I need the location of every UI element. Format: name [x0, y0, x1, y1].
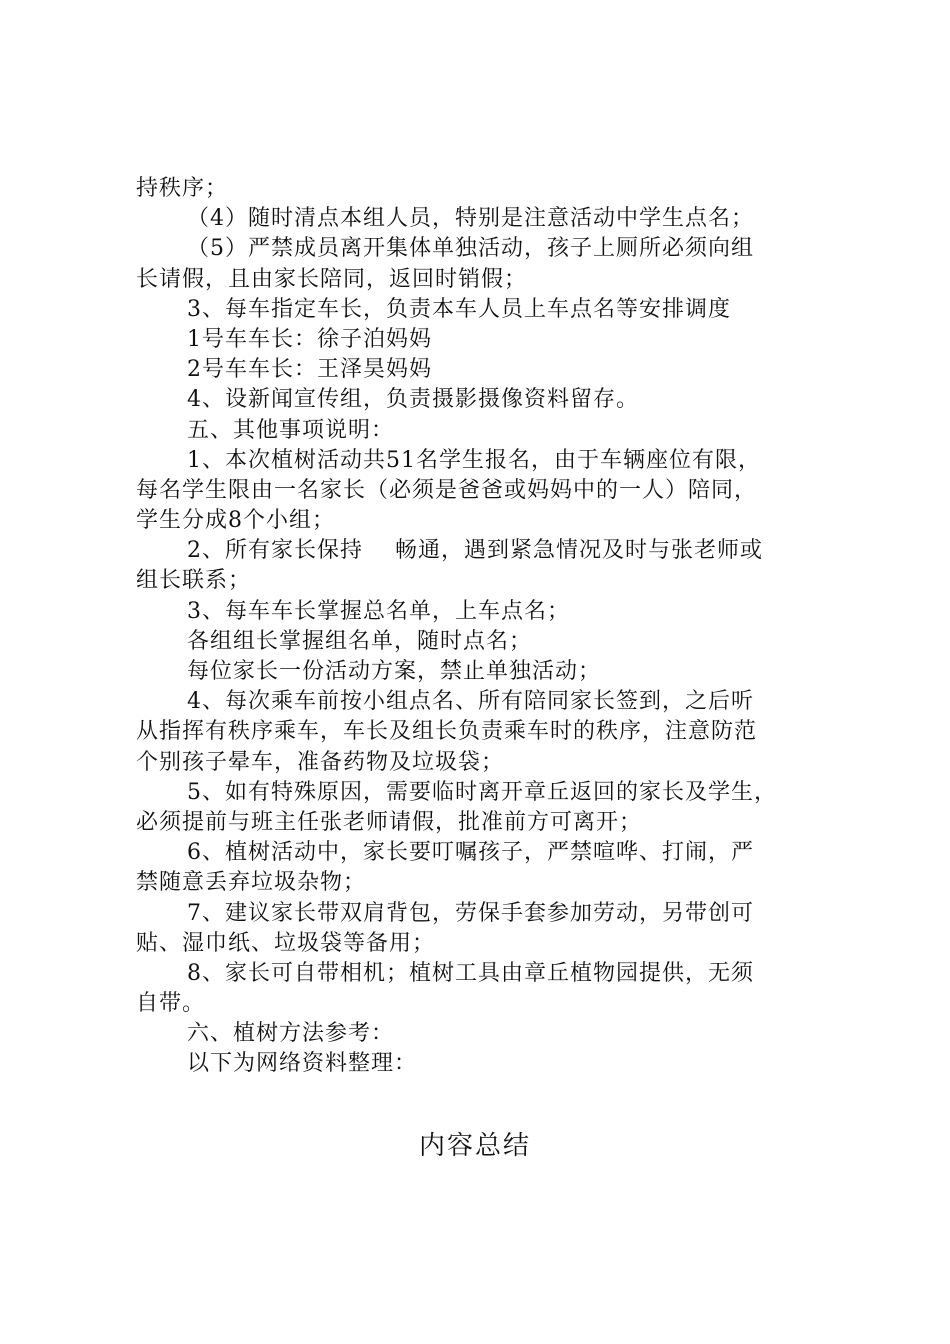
text-line: 8、家长可自带相机；植树工具由章丘植物园提供，无须: [187, 960, 754, 986]
text-line: （4）随时清点本组人员，特别是注意活动中学生点名；: [187, 206, 754, 232]
text-line: 六、植树方法参考：: [187, 1021, 395, 1047]
text-line: 每位家长一份活动方案，禁止单独活动；: [187, 659, 602, 684]
text-line: 6、植树活动中，家长要叮嘱孩子，严禁喧哗、打闹，严: [187, 840, 754, 866]
text-line: 5、如有特殊原因，需要临时离开章丘返回的家长及学生，: [187, 779, 777, 805]
text-line: 3、每车指定车长，负责本车人员上车点名等安排调度: [187, 296, 731, 322]
text-line: 自带。: [136, 991, 206, 1017]
text-line: 从指挥有秩序乘车，车长及组长负责乘车时的秩序，注意防范: [136, 719, 758, 745]
text-line: （5）严禁成员离开集体单独活动，孩子上厕所必须向组: [187, 236, 754, 262]
text-line: 长请假，且由家长陪同，返回时销假；: [136, 266, 528, 292]
text-line: 每名学生限由一名家长（必须是爸爸或妈妈中的一人）陪同，: [136, 477, 758, 503]
text-line: 个别孩子晕车，准备药物及垃圾袋；: [136, 749, 505, 775]
text-line: 五、其他事项说明：: [187, 417, 395, 443]
text-line: 1号车车长：徐子泊妈妈: [187, 326, 432, 352]
text-line: 4、每次乘车前按小组点名、所有陪同家长签到，之后听: [187, 689, 754, 715]
text-line: 2、所有家长保持 畅通，遇到紧急情况及时与张老师或: [187, 538, 763, 564]
text-line: 学生分成8个小组；: [136, 508, 335, 534]
text-line: 组长联系；: [136, 568, 252, 594]
text-line: 禁随意丢弃垃圾杂物；: [136, 870, 367, 896]
text-line: 2号车车长：王泽昊妈妈: [187, 357, 432, 383]
text-line: 各组组长掌握组名单，随时点名；: [187, 628, 533, 654]
text-line: 贴、湿巾纸、垃圾袋等备用；: [136, 930, 436, 956]
text-line: 以下为网络资料整理：: [187, 1051, 418, 1077]
text-line: 7、建议家长带双肩背包，劳保手套参加劳动，另带创可: [187, 900, 754, 926]
text-line: 必须提前与班主任张老师请假，批准前方可离开；: [136, 809, 643, 835]
summary-heading: 内容总结: [418, 1131, 531, 1161]
text-line: 3、每车车长掌握总名单，上车点名；: [187, 598, 570, 624]
document-body: [136, 174, 826, 1080]
text-line: 4、设新闻宣传组，负责摄影摄像资料留存。: [187, 387, 639, 413]
text-line: 持秩序；: [136, 176, 229, 201]
text-line: 1、本次植树活动共51名学生报名，由于车辆座位有限，: [187, 447, 761, 473]
